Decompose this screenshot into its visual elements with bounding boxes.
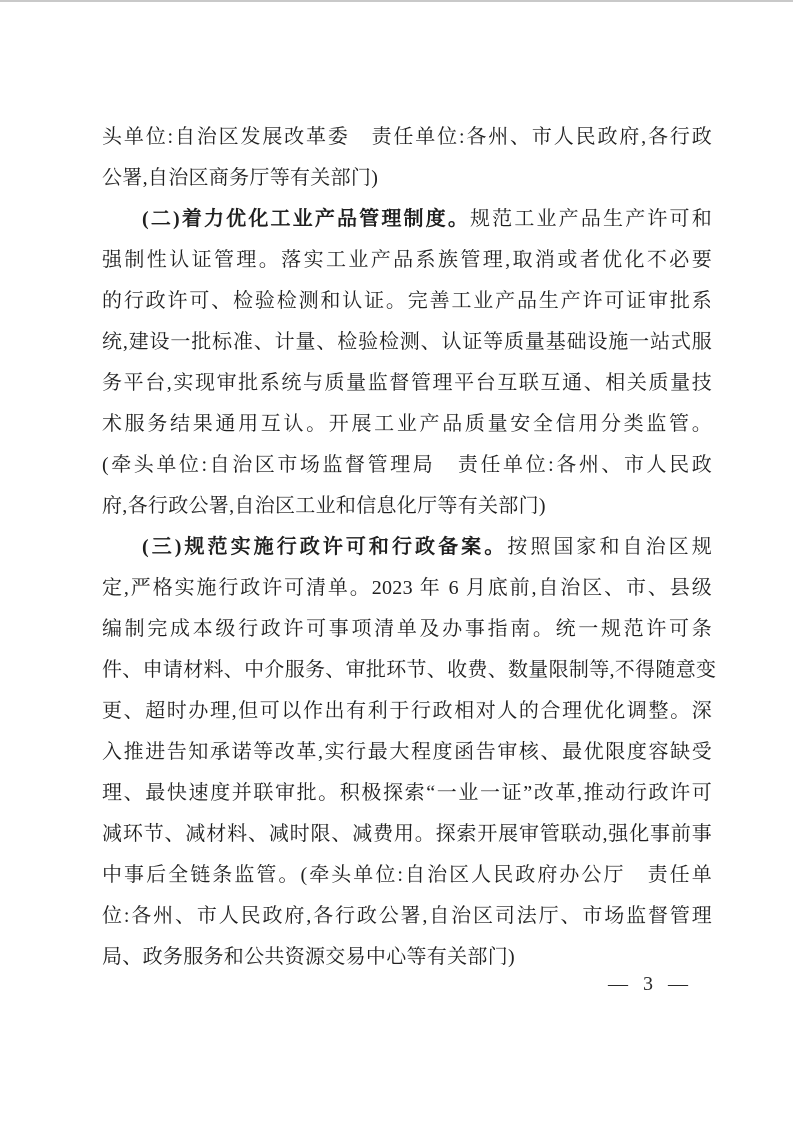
text-segment-normal: 减环节、减材料、减时限、减费用。探索开展审管联动,强化事前事 [102,823,712,845]
text-segment-normal: 件、申请材料、中介服务、审批环节、收费、数量限制等,不得随意变 [102,659,717,681]
text-segment-normal: 入推进告知承诺等改革,实行最大程度函告审核、最优限度容缺受 [102,741,712,763]
text-segment-normal: 规范工业产品生产许可和 [470,208,712,230]
text-segment-kaiti: 公署,自治区商务厅等有关部门) [102,167,379,189]
text-line [102,404,712,445]
text-line [102,732,712,773]
text-segment-normal: 更、超时办理,但可以作出有利于行政相对人的合理优化调整。深 [102,700,712,722]
text-segment-kaiti: (牵头单位:自治区市场监督管理局 责任单位:各州、市人民政 [102,454,712,476]
text-line [102,855,712,896]
text-line [102,773,712,814]
text-segment-normal: 定,严格实施行政许可清单。2023 年 6 月底前,自治区、市、县级 [102,577,712,599]
text-segment-kaiti: 府,各行政公署,自治区工业和信息化厅等有关部门) [102,495,546,517]
text-line [102,486,712,527]
text-line [102,281,712,322]
text-segment-normal: 按照国家和自治区规 [507,536,713,558]
text-line [102,322,712,363]
text-segment-kaiti: 局、政务服务和公共资源交易中心等有关部门) [102,946,515,968]
text-segment-bold: (二)着力优化工业产品管理制度。 [142,208,471,230]
text-line [102,117,712,158]
text-segment-normal: 术服务结果通用互认。开展工业产品质量安全信用分类监管。 [102,413,712,435]
text-line [102,158,712,199]
text-line [102,568,712,609]
text-line [102,814,712,855]
page-number: — 3 — [608,973,688,995]
text-segment-bold: (三)规范实施行政许可和行政备案。 [142,536,508,558]
text-line [102,240,712,281]
text-segment-kaiti: 位:各州、市人民政府,各行政公署,自治区司法厅、市场监督管理 [102,905,712,927]
text-line [142,527,712,568]
text-segment-normal: 编制完成本级行政许可事项清单及办事指南。统一规范许可条 [102,618,712,640]
text-line [102,650,717,691]
text-line [142,199,712,240]
text-segment-kaiti: (牵头单位:自治区人民政府办公厅 责任单 [300,864,713,886]
text-line [102,691,712,732]
text-line [102,363,712,404]
text-segment-normal: 统,建设一批标准、计量、检验检测、认证等质量基础设施一站式服 [102,331,712,353]
text-line [102,445,712,486]
text-segment-normal: 强制性认证管理。落实工业产品系族管理,取消或者优化不必要 [102,249,712,271]
text-segment-normal: 的行政许可、检验检测和认证。完善工业产品生产许可证审批系 [102,290,712,312]
text-line [102,609,712,650]
text-segment-kaiti: 头单位:自治区发展改革委 责任单位:各州、市人民政府,各行政 [102,126,712,148]
text-segment-normal: 中事后全链条监管。 [102,864,301,886]
document-body [102,117,717,978]
text-segment-normal: 务平台,实现审批系统与质量监督管理平台互联互通、相关质量技 [102,372,712,394]
text-segment-normal: 理、最快速度并联审批。积极探索“一业一证”改革,推动行政许可 [102,782,712,804]
text-line [102,896,712,937]
